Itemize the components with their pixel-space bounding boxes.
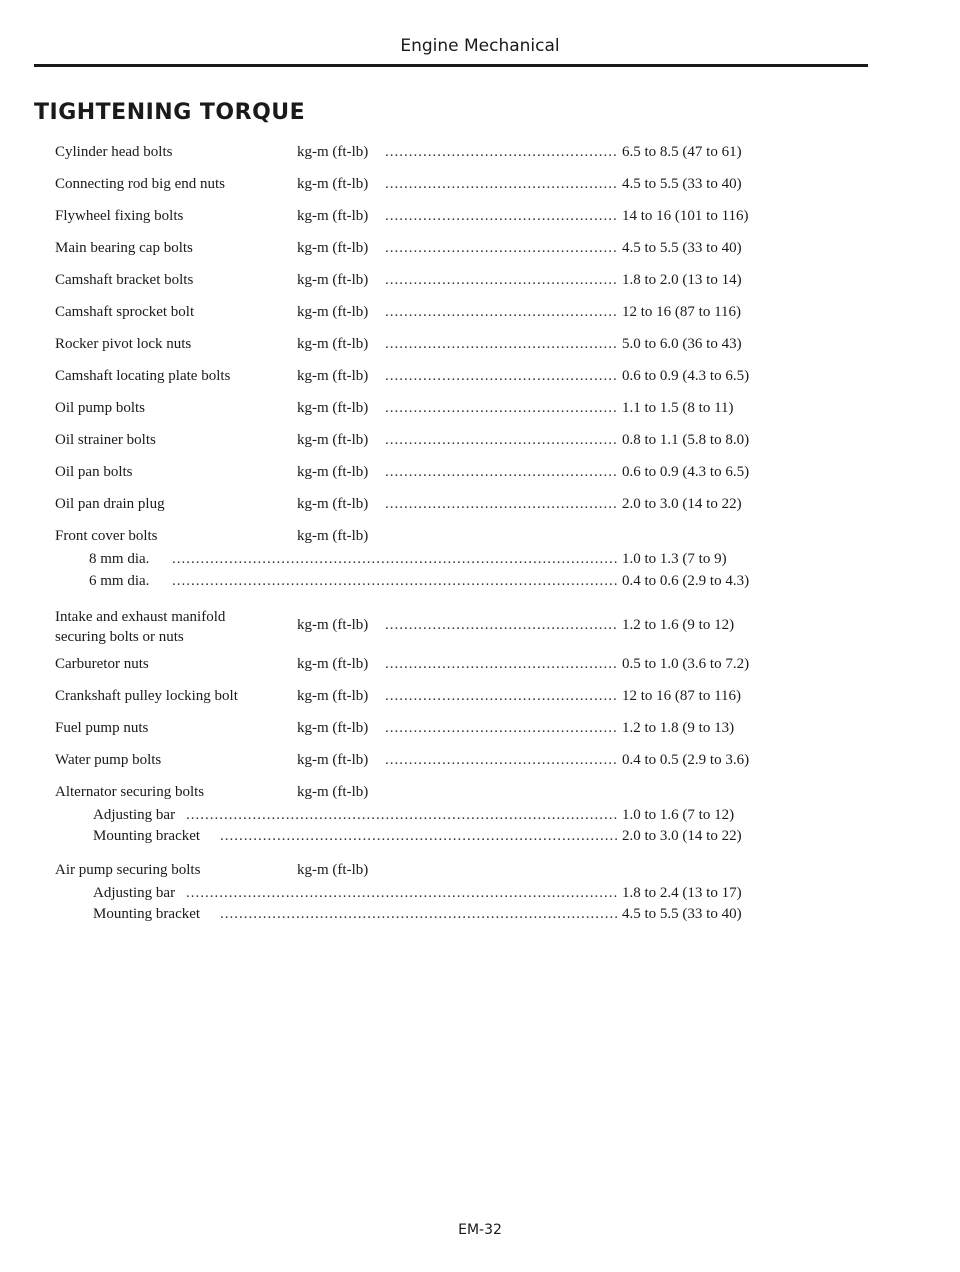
torque-row xyxy=(0,496,960,516)
dot-leader xyxy=(385,496,617,514)
dot-leader xyxy=(186,807,617,825)
torque-value: 0.6 to 0.9 (4.3 to 6.5) xyxy=(622,464,750,480)
dot-leader xyxy=(385,400,617,418)
sub-item-label: 8 mm dia. xyxy=(89,551,150,567)
torque-value: 0.4 to 0.5 (2.9 to 3.6) xyxy=(622,752,750,768)
torque-subrow xyxy=(0,828,960,848)
dot-leader xyxy=(385,368,617,386)
torque-value: 1.2 to 1.8 (9 to 13) xyxy=(622,720,735,736)
torque-subrow xyxy=(0,551,960,571)
item-label: Camshaft locating plate bolts xyxy=(55,368,231,384)
dot-leader xyxy=(385,144,617,162)
item-label: Alternator securing bolts xyxy=(55,784,205,800)
torque-row xyxy=(0,656,960,676)
torque-value: 2.0 to 3.0 (14 to 22) xyxy=(622,496,742,512)
torque-subrow xyxy=(0,906,960,926)
item-label: Air pump securing bolts xyxy=(55,862,201,878)
dot-leader xyxy=(385,688,617,706)
torque-row xyxy=(0,368,960,388)
torque-value: 12 to 16 (87 to 116) xyxy=(622,304,742,320)
torque-value: 1.8 to 2.0 (13 to 14) xyxy=(622,272,742,288)
dot-leader xyxy=(385,272,617,290)
dot-leader xyxy=(385,176,617,194)
item-label xyxy=(55,607,225,647)
torque-value: 1.0 to 1.6 (7 to 12) xyxy=(622,807,735,823)
item-label-line: Intake and exhaust manifold xyxy=(55,609,226,625)
item-label: Camshaft sprocket bolt xyxy=(55,304,195,320)
sub-item-label: Mounting bracket xyxy=(93,828,201,844)
torque-row xyxy=(0,464,960,484)
page-number: EM-32 xyxy=(458,1222,502,1238)
torque-row xyxy=(0,336,960,356)
unit-label: kg-m (ft-lb) xyxy=(297,400,369,416)
item-label: Connecting rod big end nuts xyxy=(55,176,225,192)
dot-leader xyxy=(385,464,617,482)
dot-leader xyxy=(385,720,617,738)
torque-row xyxy=(0,752,960,772)
unit-label: kg-m (ft-lb) xyxy=(297,617,369,633)
unit-label: kg-m (ft-lb) xyxy=(297,784,369,800)
torque-subrow xyxy=(0,573,960,593)
unit-label: kg-m (ft-lb) xyxy=(297,272,369,288)
item-label: Front cover bolts xyxy=(55,528,158,544)
torque-group-header xyxy=(0,528,960,548)
dot-leader xyxy=(385,432,617,450)
torque-value: 4.5 to 5.5 (33 to 40) xyxy=(622,240,742,256)
torque-value: 0.4 to 0.6 (2.9 to 4.3) xyxy=(622,573,750,589)
torque-value: 5.0 to 6.0 (36 to 43) xyxy=(622,336,742,352)
torque-row xyxy=(0,720,960,740)
unit-label: kg-m (ft-lb) xyxy=(297,862,369,878)
unit-label: kg-m (ft-lb) xyxy=(297,144,369,160)
torque-row xyxy=(0,304,960,324)
unit-label: kg-m (ft-lb) xyxy=(297,752,369,768)
item-label: Water pump bolts xyxy=(55,752,162,768)
header-divider xyxy=(34,64,868,67)
dot-leader xyxy=(385,336,617,354)
item-label: Camshaft bracket bolts xyxy=(55,272,194,288)
torque-value: 2.0 to 3.0 (14 to 22) xyxy=(622,828,742,844)
item-label: Oil pump bolts xyxy=(55,400,146,416)
item-label: Main bearing cap bolts xyxy=(55,240,193,256)
unit-label: kg-m (ft-lb) xyxy=(297,432,369,448)
torque-row xyxy=(0,272,960,292)
sub-item-label: Adjusting bar xyxy=(93,807,176,823)
sub-item-label: Mounting bracket xyxy=(93,906,201,922)
unit-label: kg-m (ft-lb) xyxy=(297,368,369,384)
torque-value: 1.2 to 1.6 (9 to 12) xyxy=(622,617,735,633)
item-label: Oil pan drain plug xyxy=(55,496,165,512)
dot-leader xyxy=(385,617,617,635)
dot-leader xyxy=(186,885,617,903)
torque-row xyxy=(0,609,960,645)
dot-leader xyxy=(385,240,617,258)
torque-subrow xyxy=(0,807,960,827)
item-label: Crankshaft pulley locking bolt xyxy=(55,688,238,704)
torque-subrow xyxy=(0,885,960,905)
torque-value: 0.8 to 1.1 (5.8 to 8.0) xyxy=(622,432,750,448)
torque-row xyxy=(0,688,960,708)
item-label: Fuel pump nuts xyxy=(55,720,149,736)
dot-leader xyxy=(172,573,617,591)
dot-leader xyxy=(385,656,617,674)
unit-label: kg-m (ft-lb) xyxy=(297,720,369,736)
unit-label: kg-m (ft-lb) xyxy=(297,304,369,320)
torque-row xyxy=(0,400,960,420)
torque-value: 0.5 to 1.0 (3.6 to 7.2) xyxy=(622,656,750,672)
dot-leader xyxy=(172,551,617,569)
torque-value: 1.8 to 2.4 (13 to 17) xyxy=(622,885,742,901)
item-label: Carburetor nuts xyxy=(55,656,149,672)
item-label: Oil pan bolts xyxy=(55,464,133,480)
torque-value: 1.0 to 1.3 (7 to 9) xyxy=(622,551,727,567)
item-label: Rocker pivot lock nuts xyxy=(55,336,192,352)
sub-item-label: Adjusting bar xyxy=(93,885,176,901)
torque-value: 14 to 16 (101 to 116) xyxy=(622,208,749,224)
torque-group-header xyxy=(0,784,960,804)
unit-label: kg-m (ft-lb) xyxy=(297,336,369,352)
sub-item-label: 6 mm dia. xyxy=(89,573,150,589)
torque-row xyxy=(0,240,960,260)
item-label: Flywheel fixing bolts xyxy=(55,208,184,224)
item-label: Cylinder head bolts xyxy=(55,144,173,160)
item-label: Oil strainer bolts xyxy=(55,432,156,448)
dot-leader xyxy=(385,752,617,770)
page-header-title: Engine Mechanical xyxy=(400,36,560,56)
dot-leader xyxy=(385,208,617,226)
dot-leader xyxy=(220,906,617,924)
unit-label: kg-m (ft-lb) xyxy=(297,464,369,480)
unit-label: kg-m (ft-lb) xyxy=(297,656,369,672)
unit-label: kg-m (ft-lb) xyxy=(297,496,369,512)
torque-value: 1.1 to 1.5 (8 to 11) xyxy=(622,400,734,416)
unit-label: kg-m (ft-lb) xyxy=(297,688,369,704)
unit-label: kg-m (ft-lb) xyxy=(297,240,369,256)
unit-label: kg-m (ft-lb) xyxy=(297,528,369,544)
torque-row xyxy=(0,176,960,196)
torque-row xyxy=(0,208,960,228)
torque-value: 6.5 to 8.5 (47 to 61) xyxy=(622,144,742,160)
torque-row xyxy=(0,432,960,452)
item-label-line: securing bolts or nuts xyxy=(55,629,184,645)
dot-leader xyxy=(385,304,617,322)
dot-leader xyxy=(220,828,617,846)
torque-value: 0.6 to 0.9 (4.3 to 6.5) xyxy=(622,368,750,384)
torque-value: 4.5 to 5.5 (33 to 40) xyxy=(622,176,742,192)
torque-value: 12 to 16 (87 to 116) xyxy=(622,688,742,704)
unit-label: kg-m (ft-lb) xyxy=(297,176,369,192)
section-title: TIGHTENING TORQUE xyxy=(34,100,306,125)
unit-label: kg-m (ft-lb) xyxy=(297,208,369,224)
torque-row xyxy=(0,144,960,164)
torque-group-header xyxy=(0,862,960,882)
torque-value: 4.5 to 5.5 (33 to 40) xyxy=(622,906,742,922)
